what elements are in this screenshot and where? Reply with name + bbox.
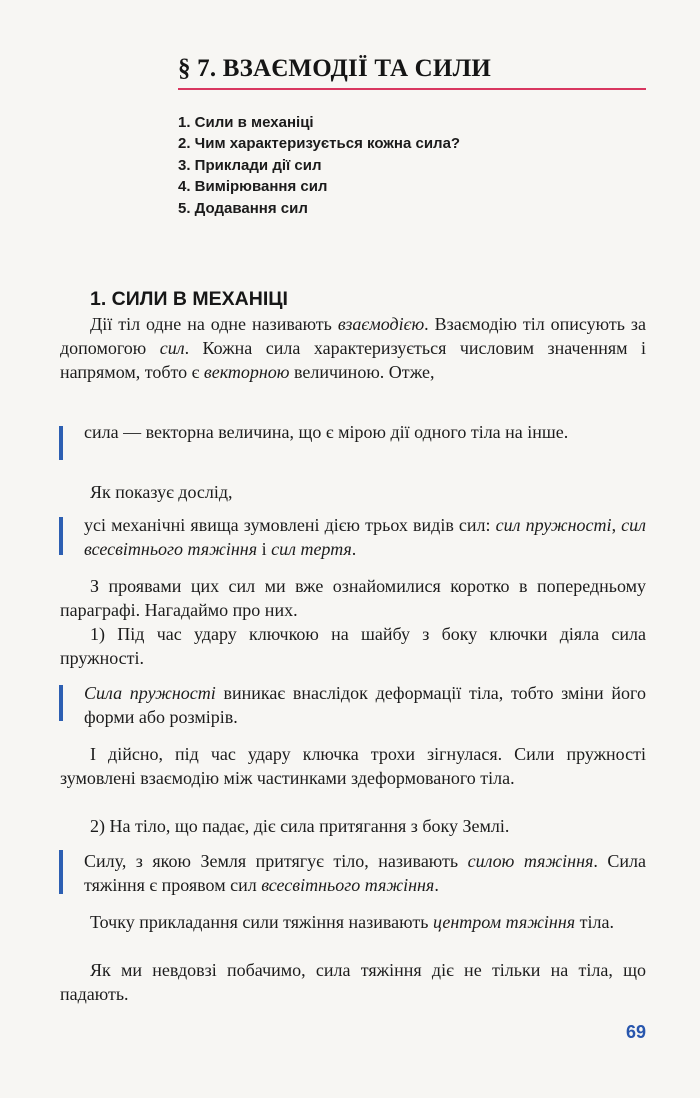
definition-force: сила — векторна величина, що є мірою дії одного тіла на інше.	[84, 422, 569, 442]
definition-marker	[59, 685, 63, 721]
definition-marker	[59, 850, 63, 894]
paragraph-hockey: 1) Під час удару ключкою на шайбу з боку ключки діяла сила пружності.	[60, 624, 646, 668]
page-number: 69	[626, 1022, 647, 1042]
title-underline	[178, 88, 646, 90]
definition-marker	[59, 517, 63, 555]
paragraph-interactions: Дії тіл одне на одне називають взаємодією. Взаємодію тіл описують за допомогою сил. Кожна сила характеризується числовим значенням і напрямом, тобто є векторною величиною. Отже,	[60, 314, 646, 382]
subsection-heading: 1. СИЛИ В МЕХАНІЦІ	[90, 288, 288, 310]
section-contents	[178, 112, 598, 219]
definition-gravity: Силу, з якою Земля притягує тіло, називають силою тяжіння. Сила тяжіння є проявом сил всесвітнього тяжіння.	[84, 851, 646, 895]
paragraph-stick-bend: І дійсно, під час удару ключка трохи зігнулася. Сили пружності зумовлені взаємодію між частинками здеформованого тіла.	[60, 744, 646, 788]
toc-item: 3. Приклади дії сил	[178, 156, 322, 174]
paragraph-falling-body: 2) На тіло, що падає, діє сила притягання з боку Землі.	[90, 816, 510, 836]
toc-item: 5. Додавання сил	[178, 199, 308, 217]
section-title: § 7. ВЗАЄМОДІЇ ТА СИЛИ	[178, 55, 492, 82]
definition-elastic-force: Сила пружності виникає внаслідок деформації тіла, тобто зміни його форми або розмірів.	[84, 683, 646, 727]
paragraph-recall: З проявами цих сил ми вже ознайомилися коротко в попередньому параграфі. Нагадаймо про них.	[60, 576, 646, 620]
paragraph-center-of-gravity: Точку прикладання сили тяжіння називають центром тяжіння тіла.	[90, 912, 615, 932]
definition-marker	[59, 426, 63, 460]
toc-item: 4. Вимірювання сил	[178, 178, 328, 196]
paragraph-gravity-note: Як ми невдовзі побачимо, сила тяжіння діє не тільки на тіла, що падають.	[60, 960, 646, 1004]
paragraph-experiment: Як показує дослід,	[90, 482, 233, 502]
toc-item: 1. Сили в механіці	[178, 114, 314, 131]
toc-item: 2. Чим характеризується кожна сила?	[178, 135, 461, 153]
definition-force-types: усі механічні явища зумовлені дією трьох видів сил: сил пружності, сил всесвітнього тяжіння і сил тертя.	[84, 515, 647, 559]
